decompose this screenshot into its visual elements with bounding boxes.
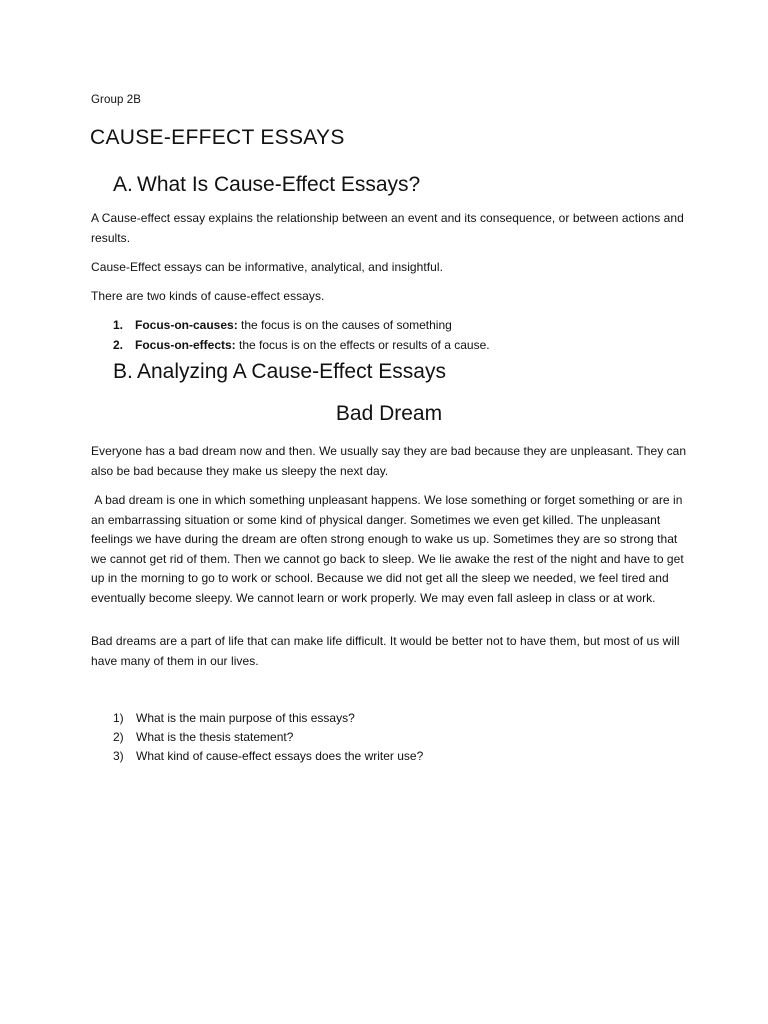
section-b-title: Analyzing A Cause-Effect Essays [137,360,446,383]
list-item [113,316,490,336]
kinds-list [113,316,490,355]
essay-paragraph-body: A bad dream is one in which something unpleasant happens. We lose something or forget something or are in an embarrassing situation or some kind of physical danger. Sometimes we even get killed. The unpleasant feelings we have during the dream are often strong enough to wake us up. Sometimes they are so strong that we cannot get rid of them. Then we cannot go back to sleep. We lie awake the rest of the night and have to get up in the morning to go to work or school. Because we did not get all the sleep we needed, we feel tired and eventually become sleepy. We cannot learn or work properly. We may even fall asleep in class or at work. [91,493,688,605]
question-text: What is the thesis statement? [136,730,294,744]
list-item-term: Focus-on-effects: [135,337,236,352]
question-number: 2) [113,730,124,744]
section-a-heading [113,173,420,197]
essay-paragraph-conclusion: Bad dreams are a part of life that can make life difficult. It would be better not to have them, but most of us will have many of them in our lives. [91,634,680,668]
question-number: 1) [113,711,124,725]
list-item-number: 2. [113,337,124,352]
section-a-title: What Is Cause-Effect Essays? [137,173,421,196]
kinds-paragraph: There are two kinds of cause-effect essays. [91,289,325,303]
question-item [113,747,423,766]
section-b-letter: B. [113,360,133,383]
section-b-heading [113,360,446,384]
question-item [113,728,423,747]
essay-paragraph-intro: Everyone has a bad dream now and then. We usually say they are bad because they are unpleasant. They can also be bad because they make us sleepy the next day. [91,444,687,478]
question-text: What kind of cause-effect essays does the writer use? [136,749,424,763]
question-text: What is the main purpose of this essays? [136,711,355,725]
essay-title: Bad Dream [335,402,443,425]
section-a-letter: A. [113,173,133,196]
question-item [113,709,423,728]
question-list [113,709,423,766]
list-item-term: Focus-on-causes: [135,318,238,332]
document-title: CAUSE-EFFECT ESSAYS [90,126,345,149]
list-item-description: the focus is on the causes of something [237,318,452,332]
group-label: Group 2B [91,94,142,106]
list-item [113,336,490,356]
list-item-description: the focus is on the effects or results of a cause. [235,337,490,352]
types-paragraph: Cause-Effect essays can be informative, analytical, and insightful. [91,260,443,274]
list-item-number: 1. [113,318,124,332]
definition-paragraph: A Cause-effect essay explains the relationship between an event and its consequence, or between actions and results. [91,211,684,245]
question-number: 3) [113,749,124,763]
